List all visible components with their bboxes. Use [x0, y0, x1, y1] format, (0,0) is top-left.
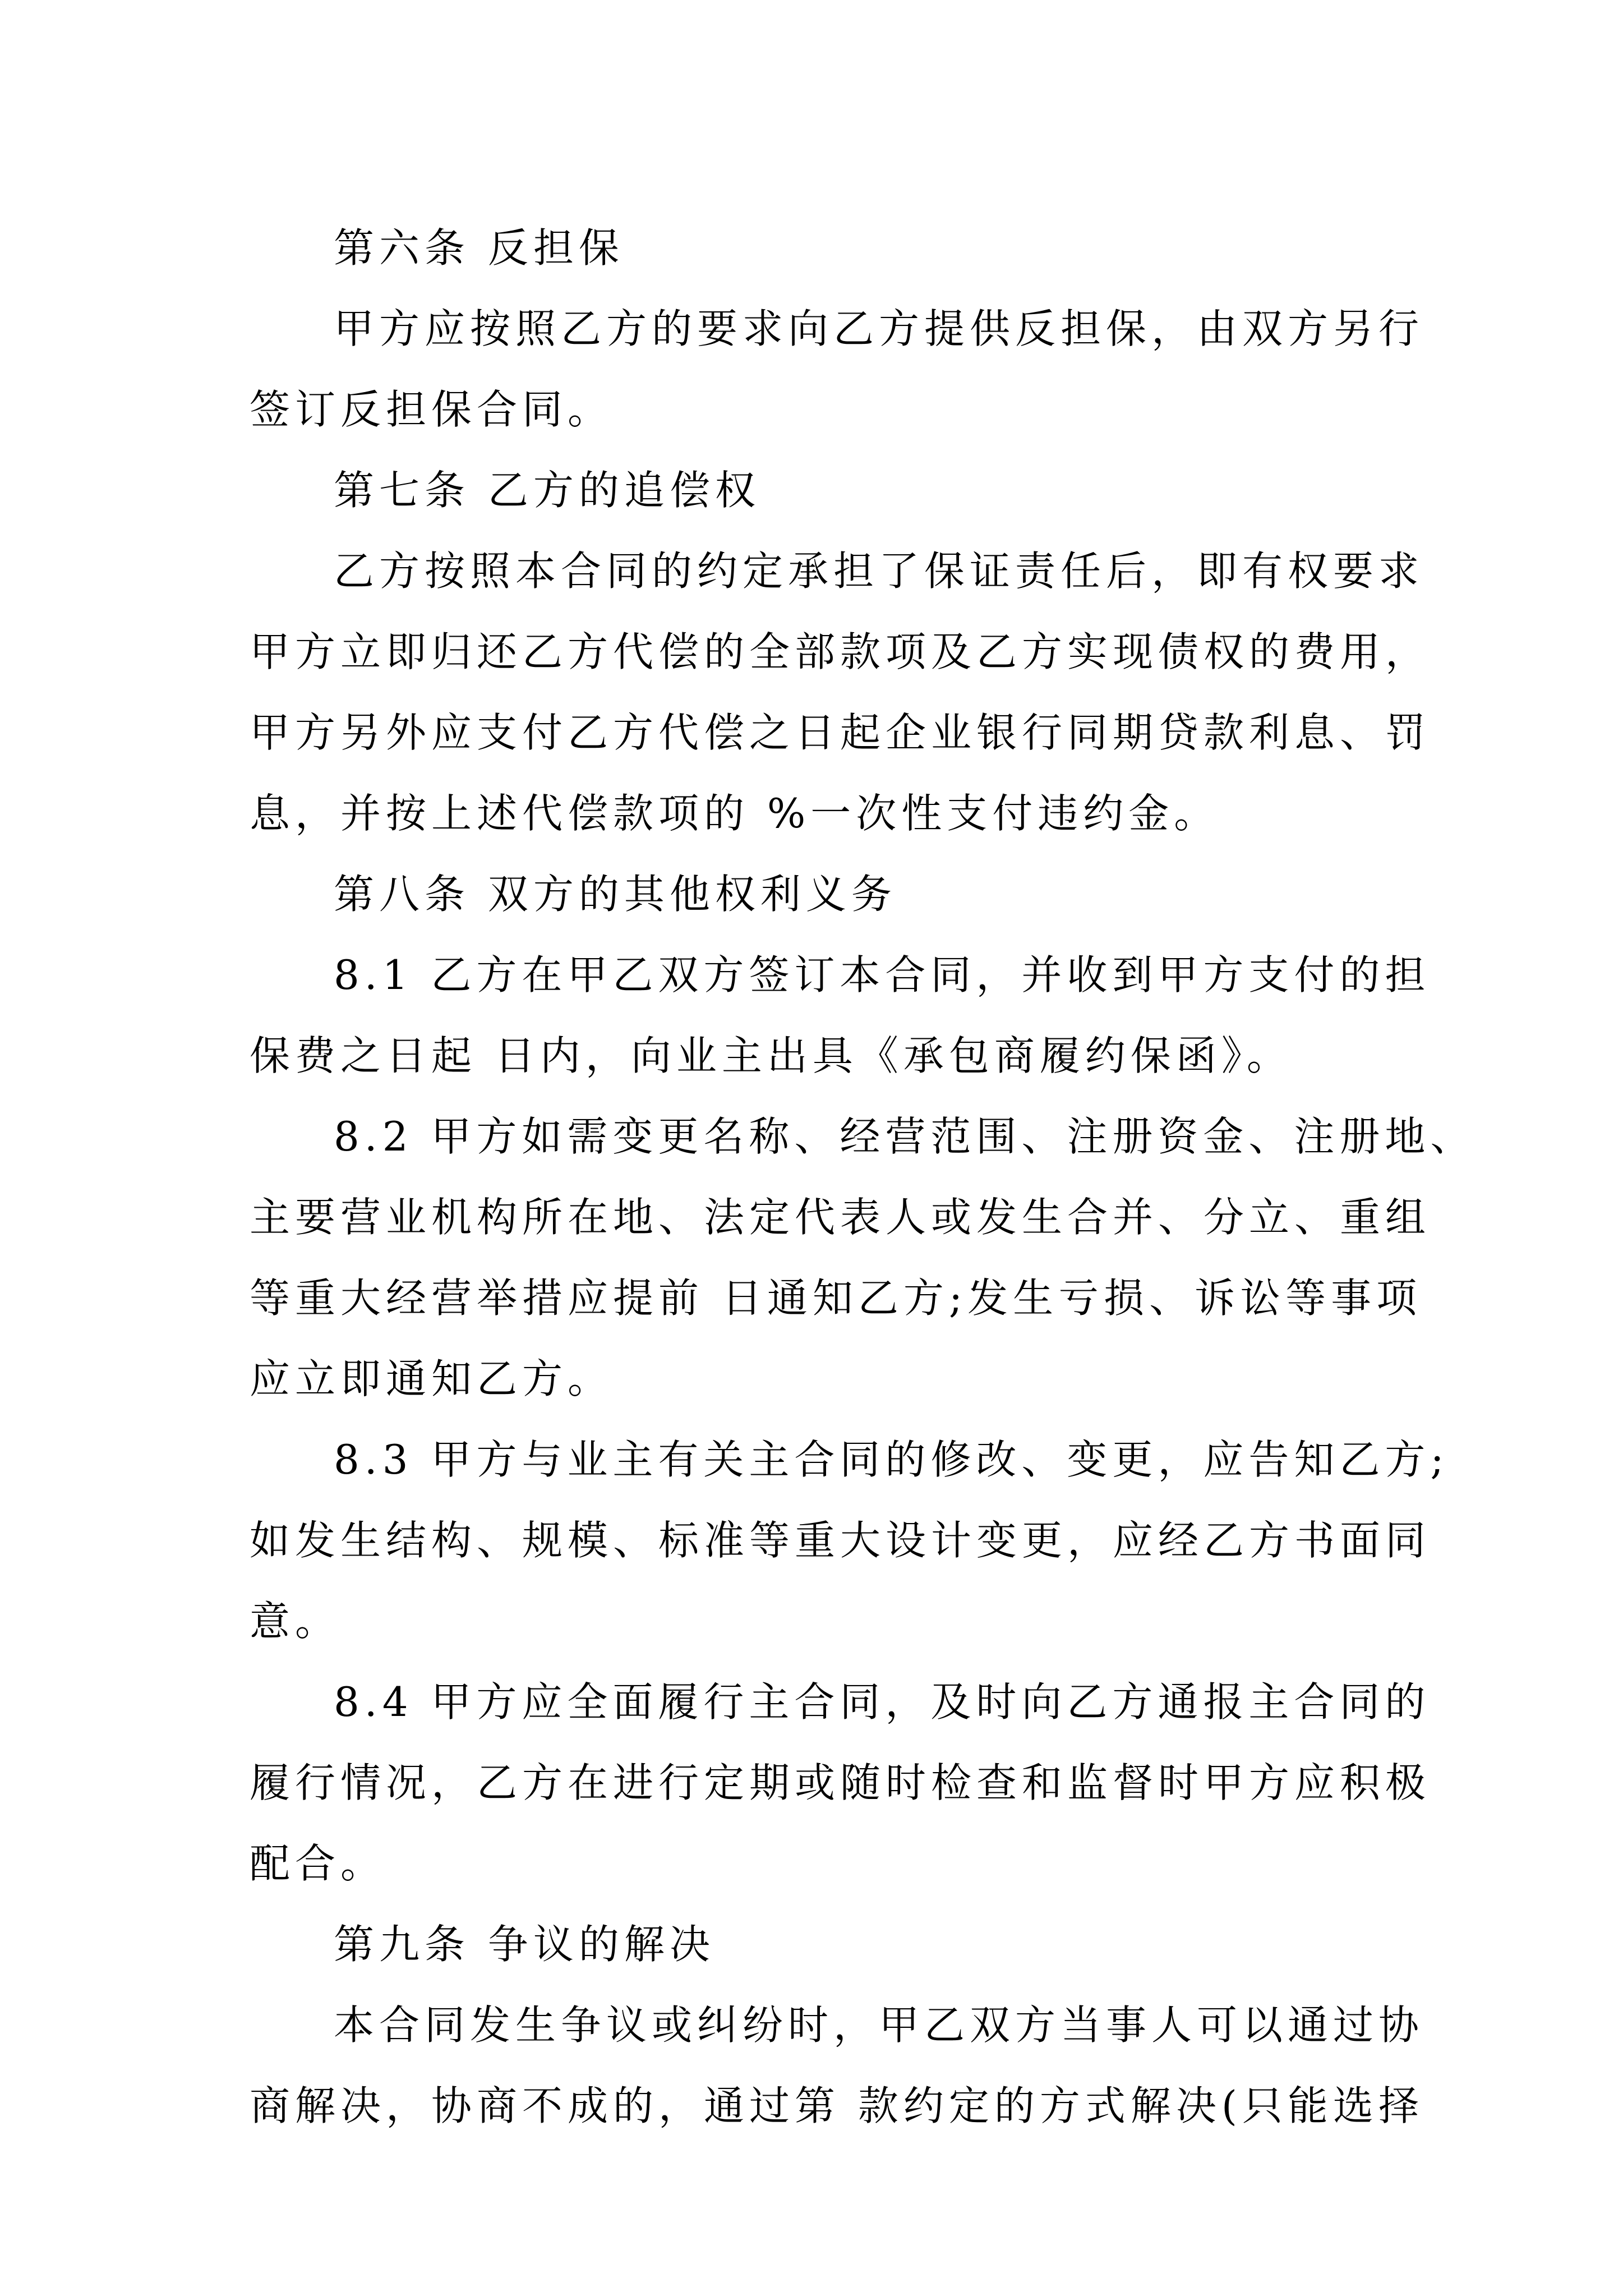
- clause-8-3-line: 如发生结构、规模、标准等重大设计变更，应经乙方书面同: [250, 1517, 1431, 1564]
- article-9-heading: 第九条 争议的解决: [334, 1921, 715, 1968]
- clause-8-3-line: 意。: [250, 1598, 341, 1645]
- clause-8-2-line: 等重大经营举措应提前 日通知乙方;发生亏损、诉讼等事项: [250, 1274, 1422, 1322]
- clause-8-2-line: 8.2 甲方如需变更名称、经营范围、注册资金、注册地、: [334, 1113, 1476, 1160]
- article-7-paragraph-line: 息，并按上述代偿款项的 %一次性支付违约金。: [250, 790, 1220, 837]
- clause-8-1-line: 保费之日起 日内，向业主出具《承包商履约保函》。: [250, 1032, 1292, 1079]
- article-6-heading: 第六条 反担保: [334, 224, 624, 272]
- clause-8-2-line: 主要营业机构所在地、法定代表人或发生合并、分立、重组: [250, 1194, 1431, 1241]
- clause-8-4-line: 配合。: [250, 1840, 386, 1887]
- clause-8-3-line: 8.3 甲方与业主有关主合同的修改、变更，应告知乙方;: [334, 1436, 1449, 1483]
- article-9-paragraph-line: 本合同发生争议或纠纷时，甲乙双方当事人可以通过协: [334, 2001, 1424, 2049]
- article-6-paragraph-line: 甲方应按照乙方的要求向乙方提供反担保，由双方另行: [334, 305, 1424, 352]
- clause-8-1-line: 8.1 乙方在甲乙双方签订本合同，并收到甲方支付的担: [334, 951, 1431, 999]
- clause-8-4-line: 履行情况，乙方在进行定期或随时检查和监督时甲方应积极: [250, 1759, 1431, 1806]
- document-body: [250, 208, 1476, 2146]
- article-6-paragraph-line: 签订反担保合同。: [250, 386, 614, 433]
- article-7-paragraph-line: 甲方另外应支付乙方代偿之日起企业银行同期贷款利息、罚: [250, 709, 1431, 756]
- article-9-paragraph-line: 商解决，协商不成的，通过第 款约定的方式解决(只能选择: [250, 2082, 1424, 2129]
- article-8-heading: 第八条 双方的其他权利义务: [334, 871, 897, 918]
- article-7-heading: 第七条 乙方的追偿权: [334, 467, 760, 514]
- article-7-paragraph-line: 甲方立即归还乙方代偿的全部款项及乙方实现债权的费用，: [250, 628, 1431, 675]
- clause-8-2-line: 应立即通知乙方。: [250, 1355, 614, 1402]
- clause-8-4-line: 8.4 甲方应全面履行主合同，及时向乙方通报主合同的: [334, 1678, 1431, 1726]
- article-7-paragraph-line: 乙方按照本合同的约定承担了保证责任后，即有权要求: [334, 547, 1424, 595]
